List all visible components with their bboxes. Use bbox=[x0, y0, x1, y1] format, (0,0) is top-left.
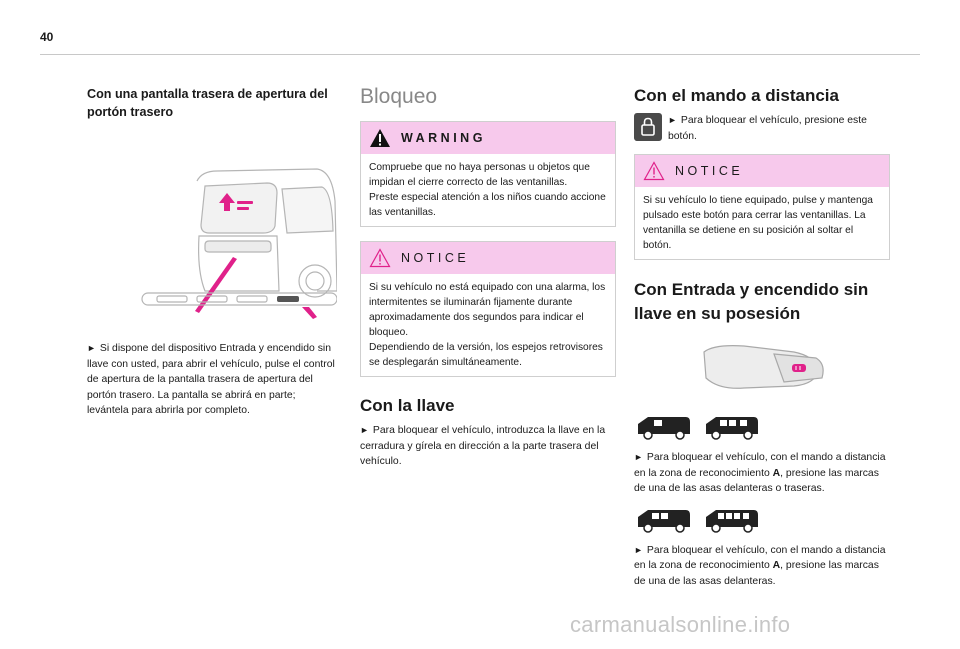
column-2 bbox=[360, 85, 616, 470]
warning-box-body bbox=[361, 154, 615, 226]
key-lock-paragraph bbox=[360, 423, 616, 470]
keyless-paragraph-1-before: Para bloquear el vehículo, con el mando a distancia en la zona de reconocimiento bbox=[634, 452, 886, 479]
remote-lock-row bbox=[634, 113, 890, 144]
section-title-bloqueo: Bloqueo bbox=[360, 85, 438, 108]
notice-box-header bbox=[361, 242, 615, 274]
warning-line-2: Preste especial atención a los niños cuando accione las ventanillas. bbox=[369, 192, 606, 218]
warning-line-1: Compruebe que no haya personas u objetos que impidan el cierre correcto de las ventanillas. bbox=[369, 162, 590, 188]
section-heading-con-la-llave: Con la llave bbox=[360, 396, 455, 415]
keyless-paragraph-2-before: Para bloquear el vehículo, con el mando a distancia en la zona de reconocimiento bbox=[634, 544, 886, 571]
notice-remote-text: Si su vehículo lo tiene equipado, pulse y mantenga pulsado este botón para cerrar las ventanillas. La ventanilla se detiene en su posición al soltar el botón. bbox=[643, 195, 873, 251]
keyless-paragraph-2-after: , presione las marcas de una de las asas delanteras. bbox=[634, 560, 879, 587]
watermark: carmanualsonline.info bbox=[570, 612, 791, 637]
warning-box bbox=[360, 121, 616, 227]
tailgate-screen-heading: Con una pantalla trasera de apertura del portón trasero bbox=[87, 87, 328, 119]
remote-lock-paragraph bbox=[668, 113, 890, 144]
page-number: 40 bbox=[40, 30, 54, 44]
bullet-icon: ► bbox=[87, 343, 96, 353]
notice-icon bbox=[369, 248, 391, 268]
tailgate-illustration bbox=[87, 141, 337, 321]
van-icon-short bbox=[634, 414, 692, 440]
tailgate-paragraph bbox=[87, 341, 337, 419]
tailgate-paragraph-text: Si dispone del dispositivo Entrada y encendido sin llave con usted, para abrir el vehículo, pulse el control de apertura de la pantalla trasera de apertura del portón trasero. La pantalla se abrirá en parte; levántela para abrirla por completo. bbox=[87, 343, 335, 416]
top-rule bbox=[40, 54, 920, 55]
notice-box bbox=[360, 241, 616, 377]
lock-button-icon bbox=[634, 113, 662, 141]
notice-box-remote-header bbox=[635, 155, 889, 187]
section-heading-keyless: Con Entrada y encendido sin llave en su posesión bbox=[634, 280, 869, 323]
hand-on-door-handle-illustration bbox=[634, 334, 890, 406]
van-icons-row-2 bbox=[634, 507, 890, 533]
bullet-icon: ► bbox=[634, 544, 643, 555]
warning-icon bbox=[369, 128, 391, 148]
warning-box-header bbox=[361, 122, 615, 154]
notice-label: NOTICE bbox=[401, 251, 470, 265]
column-1 bbox=[87, 85, 337, 419]
warning-label: WARNING bbox=[401, 131, 486, 145]
van-icons-row-1 bbox=[634, 414, 890, 440]
zone-a-label: A bbox=[772, 467, 781, 479]
notice-label: NOTICE bbox=[675, 164, 744, 178]
keyless-paragraph-1-after: , presione las marcas de una de las asas delanteras o traseras. bbox=[634, 467, 879, 494]
van-icon-long-passenger bbox=[702, 507, 760, 533]
van-icon-long bbox=[634, 507, 692, 533]
bullet-icon: ► bbox=[360, 425, 369, 435]
section-heading-mando-distancia: Con el mando a distancia bbox=[634, 86, 839, 105]
notice-line-2: Dependiendo de la versión, los espejos retrovisores se desplegarán simultáneamente. bbox=[369, 342, 603, 368]
notice-icon bbox=[643, 161, 665, 181]
column-3 bbox=[634, 85, 890, 589]
key-lock-paragraph-text: Para bloquear el vehículo, introduzca la llave en la cerradura y gírela en dirección a la parte trasera del vehículo. bbox=[360, 425, 606, 467]
bullet-icon: ► bbox=[668, 115, 677, 125]
keyless-paragraph-1 bbox=[634, 450, 890, 497]
notice-line-1: Si su vehículo no está equipado con una alarma, los intermitentes se iluminarán fijamente durante aproximadamente dos segundos para indicar el bloqueo. bbox=[369, 282, 606, 338]
bullet-icon: ► bbox=[634, 452, 643, 462]
notice-box-remote-body bbox=[635, 187, 889, 259]
notice-box-body bbox=[361, 274, 615, 376]
zone-a-label: A bbox=[772, 560, 781, 571]
remote-lock-paragraph-text: Para bloquear el vehículo, presione este botón. bbox=[668, 115, 867, 142]
notice-box-remote bbox=[634, 154, 890, 260]
keyless-paragraph-2 bbox=[634, 543, 890, 590]
van-icon-passenger bbox=[702, 414, 760, 440]
